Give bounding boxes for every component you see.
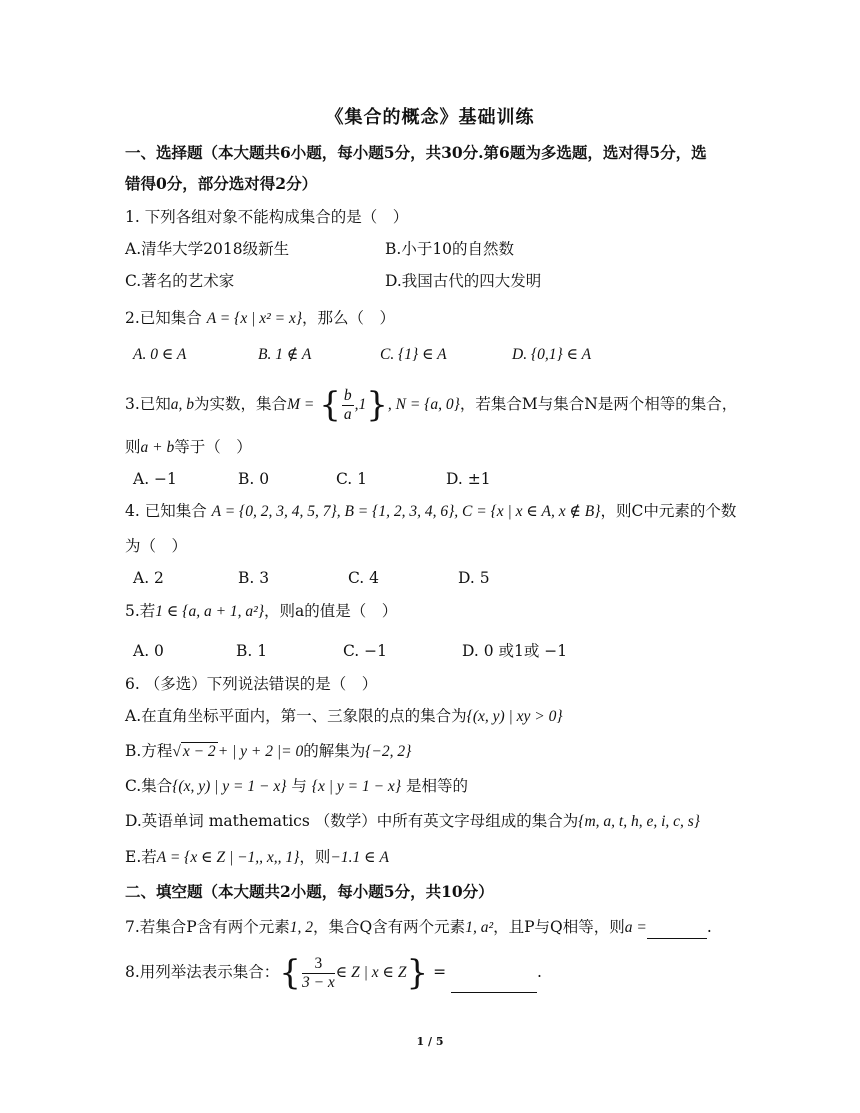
page-number: 1 / 5 (416, 1035, 444, 1048)
q7-e2: 1, a² (465, 919, 494, 936)
q7-text: 7.若集合P含有两个元素 (125, 918, 290, 936)
q8-set-rest: ∈ Z | x ∈ Z (335, 964, 407, 981)
q6-e-end: −1.1 ∈ A (330, 849, 389, 866)
q3-set-m-rest: ,1 (354, 396, 367, 413)
q5-suffix: ，则a的值是（ ） (264, 602, 398, 620)
q7-mid: ，集合Q含有两个元素 (312, 918, 466, 936)
q6-option-e (125, 846, 389, 869)
q3-prefix: 3.已知 (125, 395, 171, 413)
q4-sets: A = {0, 2, 3, 4, 5, 7}, B = {1, 2, 3, 4, 6}, C = {x | x ∈ A, x ∉ B} (211, 503, 601, 520)
q1-option-d: D.我国古代的四大发明 (385, 272, 542, 290)
q6-e-mid: ，则 (299, 848, 331, 866)
q1-option-a: A.清华大学2018级新生 (125, 240, 290, 258)
q2-option-a: A. 0 ∈ A (133, 346, 187, 363)
q8-frac-den: 3 − x (301, 973, 335, 991)
q4-line2: 为（ ） (125, 537, 188, 555)
answer-blank (647, 916, 707, 939)
q8-stem (125, 952, 542, 993)
q6-b-set: {−2, 2} (365, 743, 412, 760)
q7-e1: 1, 2 (289, 919, 313, 936)
q8-end: . (537, 963, 542, 981)
q3-line2-prefix: 则 (125, 438, 141, 456)
q2-suffix: ，那么（ ） (302, 309, 396, 327)
q3-option-c: C. 1 (336, 470, 368, 488)
q3-frac-num: b (343, 386, 352, 404)
q5-option-a: A. 0 (133, 642, 164, 660)
q3-frac-den: a (343, 405, 352, 423)
q2-stem (125, 307, 395, 330)
q4-prefix: 4. 已知集合 (125, 502, 212, 520)
q4-suffix: ，则C中元素的个数 (600, 502, 737, 520)
q5-stem (125, 600, 397, 623)
q3-mid: 为实数，集合 (194, 395, 288, 413)
q6-d-set: {m, a, t, h, e, i, c, s} (578, 813, 700, 830)
answer-blank (451, 952, 537, 993)
q6-b-text: B.方程 (125, 742, 173, 760)
left-brace: { (319, 385, 341, 425)
q6-e-set: A = {x ∈ Z | −1,, x,, 1} (156, 849, 300, 866)
q8-eq: = (433, 963, 447, 981)
q2-prefix: 2.已知集合 (125, 309, 207, 327)
q6-e-text: E.若 (125, 848, 157, 866)
section2-heading: 二、填空题（本大题共2小题，每小题5分，共10分） (125, 882, 494, 901)
q7-stem (125, 916, 712, 939)
q4-option-a: A. 2 (133, 569, 164, 587)
q2-set: A = {x | x² = x} (206, 310, 303, 327)
q3-option-b: B. 0 (238, 470, 270, 488)
q3-ab: a, b (170, 396, 195, 413)
q1-option-b: B.小于10的自然数 (385, 240, 515, 258)
q2-option-d: D. {0,1} ∈ A (512, 346, 592, 363)
q3-stem (125, 386, 737, 424)
q8-text: 8.用列举法表示集合： (125, 963, 280, 981)
q3-suffix: ，若集合M与集合N是两个相等的集合， (459, 395, 738, 413)
q5-option-d: D. 0 或1或 −1 (462, 642, 568, 660)
q3-set-m-lhs: M = (287, 396, 315, 413)
q3-option-a: A. −1 (133, 470, 177, 488)
q6-c-set1: {(x, y) | y = 1 − x} (172, 778, 287, 795)
q8-fraction (302, 955, 335, 992)
q3-option-d: D. ±1 (446, 470, 491, 488)
right-brace: } (366, 385, 388, 425)
q2-option-c: C. {1} ∈ A (380, 346, 447, 363)
q6-c-end: 是相等的 (405, 777, 468, 795)
q3-line2 (125, 436, 252, 459)
q6-b-rest: + | y + 2 |= 0 (217, 743, 304, 760)
q4-option-c: C. 4 (348, 569, 380, 587)
q6-stem: 6. （多选）下列说法错误的是（ ） (125, 675, 378, 693)
q1-stem: 1. 下列各组对象不能构成集合的是（ ） (125, 208, 409, 226)
q7-end: . (706, 918, 712, 936)
q6-a-set: {(x, y) | xy > 0} (466, 708, 563, 725)
q5-prefix: 5.若 (125, 602, 156, 620)
q6-a-text: A.在直角坐标平面内，第一、三象限的点的集合为 (125, 707, 467, 725)
section1-heading-line2: 错得0分，部分选对得2分） (125, 174, 318, 193)
q1-option-c: C.著名的艺术家 (125, 272, 235, 290)
q6-c-mid: 与 (291, 777, 307, 795)
q6-option-d (125, 810, 700, 833)
q4-option-d: D. 5 (458, 569, 490, 587)
q5-option-c: C. −1 (343, 642, 388, 660)
right-brace: } (406, 953, 429, 993)
left-brace: { (279, 953, 301, 993)
q5-set: 1 ∈ {a, a + 1, a²} (155, 603, 265, 620)
q6-c-set2: {x | y = 1 − x} (311, 778, 402, 795)
q3-set-n: , N = {a, 0} (387, 396, 460, 413)
page-title: 《集合的概念》基础训练 (325, 107, 535, 128)
q2-option-b: B. 1 ∉ A (258, 346, 312, 363)
q6-option-a (125, 705, 563, 728)
q7-mid2: ，且P与Q相等，则 (493, 918, 625, 936)
q4-stem (125, 500, 736, 523)
q3-fraction (342, 387, 354, 424)
q6-d-text: D.英语单词 mathematics （数学）中所有英文字母组成的集合为 (125, 812, 579, 830)
q6-option-c (125, 775, 468, 798)
q5-option-b: B. 1 (236, 642, 268, 660)
q8-frac-num: 3 (302, 955, 335, 974)
q6-b-text2: 的解集为 (303, 742, 366, 760)
q7-ans: a = (624, 919, 647, 936)
section1-heading-line1: 一、选择题（本大题共6小题，每小题5分，共30分.第6题为多选题，选对得5分，选 (125, 143, 707, 162)
q6-option-b (125, 740, 411, 763)
q3-line2-expr: a + b (140, 439, 175, 456)
q6-b-sqrt: x − 2 (182, 743, 216, 760)
q4-option-b: B. 3 (238, 569, 270, 587)
sqrt-symbol: √ (172, 743, 181, 760)
q3-line2-suffix: 等于（ ） (174, 438, 252, 456)
q6-c-text: C.集合 (125, 777, 173, 795)
